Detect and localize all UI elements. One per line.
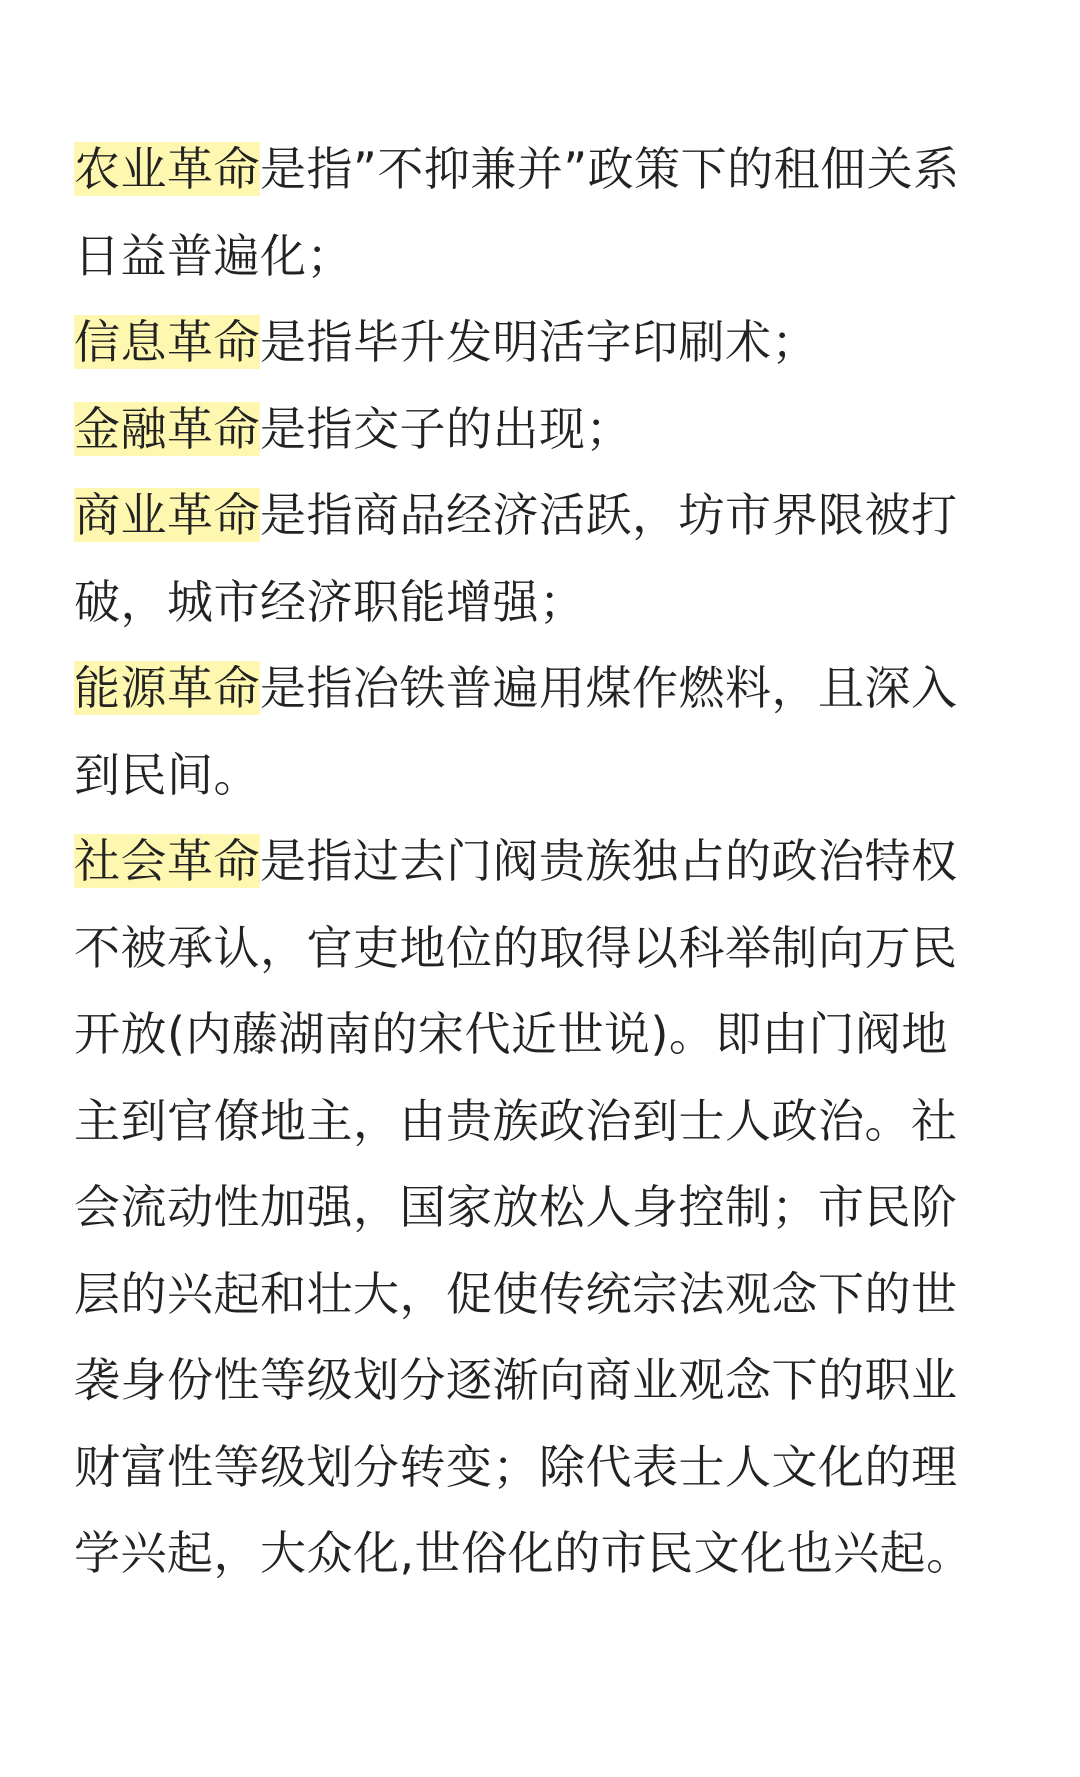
paragraph-text: 是指毕升发明活字印刷术； bbox=[260, 315, 818, 369]
highlighted-term: 能源革命 bbox=[74, 661, 260, 715]
paragraph-text: 是指过去门阀贵族独占的政治特权不被承认，官吏地位的取得以科举制向万民开放(内藤湖南的宋代近世说)。即由门阀地主到官僚地主，由贵族政治到士人政治。社会流动性加强，国家放松人身控制；市民阶层的兴起和壮大，促使传统宗法观念下的世袭身份性等级划分逐渐向商业观念下的职业财富性等级划分转变；除代表士人文化的理学兴起，大众化,世俗化的市民文化也兴起。 bbox=[74, 834, 973, 1580]
highlighted-term: 信息革命 bbox=[74, 315, 260, 369]
paragraph-text: 是指冶铁普遍用煤作燃料，且深入到民间。 bbox=[74, 661, 958, 802]
paragraph-energy-revolution bbox=[74, 645, 984, 818]
paragraph-financial-revolution bbox=[74, 386, 984, 473]
highlighted-term: 社会革命 bbox=[74, 834, 260, 888]
paragraph-agricultural-revolution bbox=[74, 126, 984, 299]
paragraph-text: 是指商品经济活跃，坊市界限被打破，城市经济职能增强； bbox=[74, 488, 958, 629]
paragraph-text: 是指交子的出现； bbox=[260, 401, 632, 456]
highlighted-term: 农业革命 bbox=[74, 142, 260, 196]
article-body bbox=[74, 126, 984, 1597]
paragraph-social-revolution bbox=[74, 818, 984, 1597]
paragraph-commercial-revolution bbox=[74, 472, 984, 645]
paragraph-information-revolution bbox=[74, 299, 984, 386]
highlighted-term: 商业革命 bbox=[74, 488, 260, 542]
highlighted-term: 金融革命 bbox=[74, 401, 260, 456]
paragraph-text: 是指”不抑兼并”政策下的租佃关系日益普遍化； bbox=[74, 142, 960, 283]
